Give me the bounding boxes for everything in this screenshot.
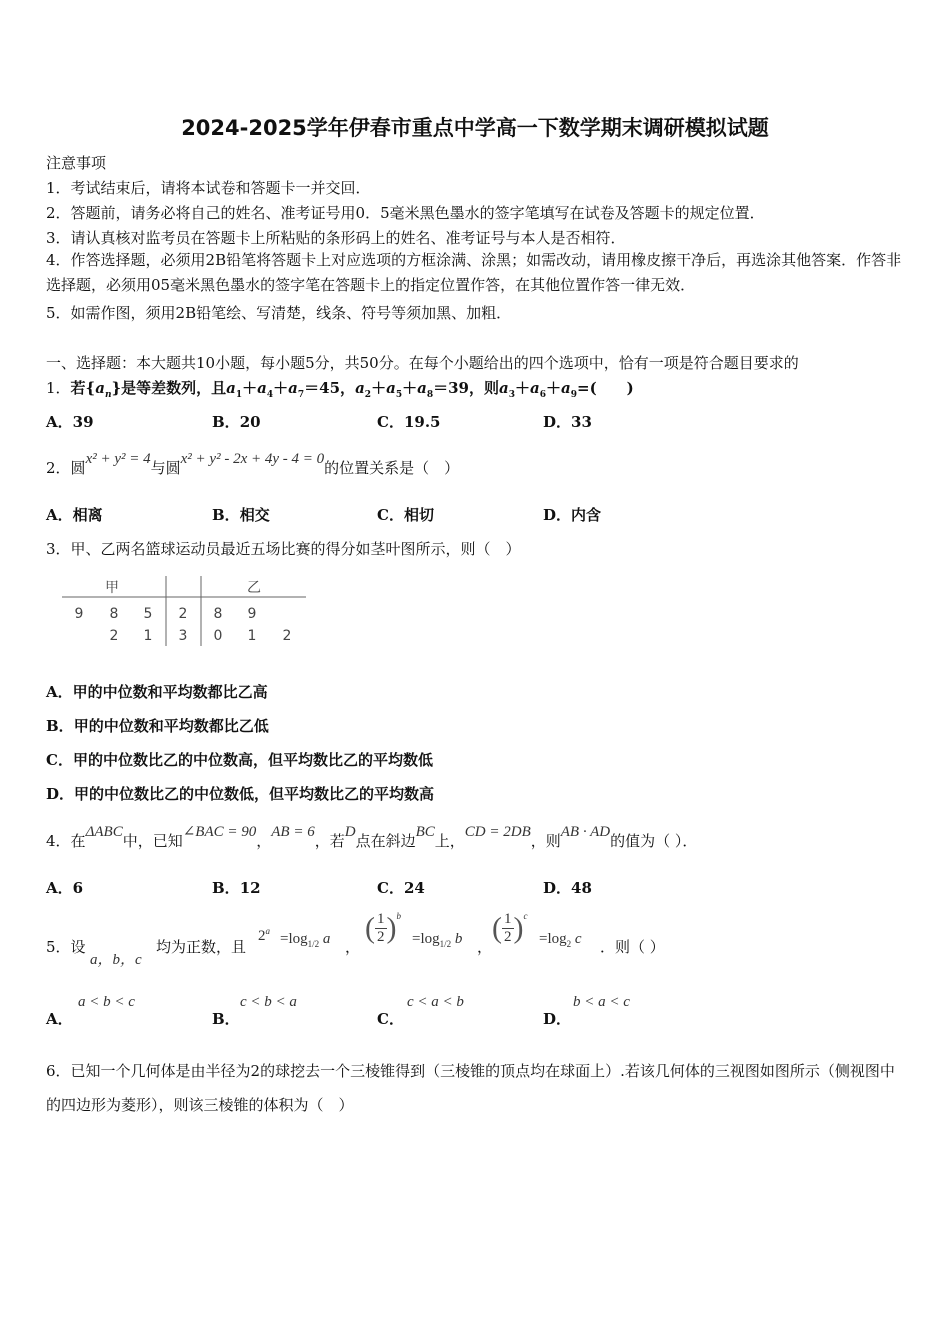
notice-item-3: 3．请认真核对监考员在答题卡上所粘贴的条形码上的姓名、准考证号与本人是否相符． [46,229,626,247]
q2-option-d[interactable]: D．内含 [543,506,602,524]
question-1: 1．若$\{a_n\}$是等差数列，且$a_1+a_4+a_7=45$，$a_2+a_5+a_8=39$，则$a_3+a_6+a_9=$( ) [46,379,634,400]
section-heading: 一、选择题：本大题共10小题，每小题5分，共50分。在每个小题给出的四个选项中，恰有一项是符合题目要求的 [46,354,799,372]
q3-option-b[interactable]: B．甲的中位数和平均数都比乙低 [46,717,269,735]
leaf: 5 [143,606,153,622]
q4-option-c[interactable]: C．24 [377,879,425,897]
q2-option-b[interactable]: B．相交 [212,506,270,524]
q5-option-a[interactable]: A． [46,1010,73,1028]
question-number: 3． [46,540,71,558]
notice-heading: 注意事项 [46,154,107,172]
q5-log-2: $=\log_{1/2}$ b [412,931,463,949]
leaf: 9 [247,606,257,622]
q5-option-d[interactable]: D． [543,1010,572,1028]
q3-option-d[interactable]: D．甲的中位数比乙的中位数低，但平均数比乙的平均数高 [46,785,435,803]
q2-option-a[interactable]: A．相离 [46,506,103,524]
q4-option-d[interactable]: D．48 [543,879,592,897]
question-number: 1． [46,379,71,397]
q2-option-c[interactable]: C．相切 [377,506,434,524]
question-3: 3．甲、乙两名篮球运动员最近五场比赛的得分如茎叶图所示，则（ ） [46,540,521,558]
leaf: 9 [74,606,84,622]
leaf: 2 [109,628,119,644]
notice-item-5: 5．如需作图，须用2B铅笔绘、写清楚，线条、符号等须加黑、加粗． [46,304,512,322]
leaf: 8 [213,606,223,622]
stem: 2 [178,606,188,622]
question-number: 2． [46,459,71,477]
leaf: 2 [282,628,292,644]
question-number: 6． [46,1062,71,1080]
notice-item-1: 1．考试结束后，请将本试卷和答题卡一并交回． [46,179,371,197]
q5-option-c[interactable]: C． [377,1010,404,1028]
leaf: 0 [213,628,223,644]
q4-option-b[interactable]: B．12 [212,879,261,897]
question-6: 6．已知一个几何体是由半径为2的球挖去一个三棱锥得到（三棱锥的顶点均在球面上）.若该几何体的三视图如图所示（侧视图中的四边形为菱形），则该三棱锥的体积为（ ） [46,1062,895,1114]
q4-option-a[interactable]: A．6 [46,879,84,897]
leaf: 1 [143,628,153,644]
notice-item-4: 4．作答选择题，必须用2B铅笔将答题卡上对应选项的方框涂满、涂黑；如需改动，请用橡皮擦干净后，再选涂其他答案．作答非选择题，必须用05毫米黑色墨水的签字笔在答题卡上的指定位置作答，在其他位置作答一律无效． [46,251,902,294]
question-2: 2．圆x² + y² = 4与圆x² + y² - 2x + 4y - 4 = 0的位置关系是（ ） [46,451,460,477]
notice-item-2: 2．答题前，请务必将自己的姓名、准考证号用0．5毫米黑色墨水的签字笔填写在试卷及答题卡的规定位置． [46,204,765,222]
circle-equation-2: x² + y² - 2x + 4y - 4 = 0 [180,451,325,467]
q5-variables: a，b，c [90,952,142,968]
q5-log-3: $=\log_2$ c [539,931,582,949]
leaf: 8 [109,606,119,622]
question-number: 5． [46,938,71,956]
left-header: 甲 [105,580,119,596]
exam-page: 2024-2025学年伊春市重点中学高一下数学期末调研模拟试题 注意事项 1．考试结束后，请将本试卷和答题卡一并交回． 2．答题前，请务必将自己的姓名、准考证号用0．5毫米黑色墨水的签字笔填写在试卷及答题卡的规定位置． 3．请认真核对监考员在答题卡上所粘贴的条形码上的姓名、准考证号与本人是否相符． 4．作答选择题，必须用2B铅笔将答题卡上对应选项的方框涂满、涂黑；如需改动，请用橡皮擦干净后，再选涂其他答案．作答非选择题，必须用05毫米黑色墨水的签字笔在答题卡上的指定位置作答，在其他位置作答一律无效． 5．如需作图，须用2B铅笔绘、写清楚，线条、符号等须加黑、加粗． 一、选择题：本大题共10小题，每小题5分，共50分。在每个小题给出的四个选项中，恰有一项是符合题目要求的 1．若$\{a_n\}$是等差数列，且$a_1+a_4+a_7=45$，$a_2+a_5+a_8=39$，则$a_3+a_6+a_9=$( ) A．39 B．20 C．19.5 D．33 2．圆x² + y² = 4与圆x² + y² - 2x + 4y - 4 = 0的位置关系是（ ） A．相离 B．相交 C．相切 D．内含 3．甲、乙两名篮球运动员最近五场比赛的得分如茎叶图所示，则（ ） 甲 乙 9 8 5 2 8 9 2 1 3 0 1 2 A．甲的中位数和平均数都比乙高 B．甲的中位数和平均数都比乙低 C．甲的中位数比乙的中位数高，但平均数比乙的平均数低 D．甲的中位数比乙的中位数低，但平均数比乙的平均数高 4．在ΔABC中，已知∠BAC = 90，AB = 6，若D点在斜边BC上，CD = 2DB，则AB · AD的值为（ ）． A．6 B．12 C．24 D．48 5．设 a，b，c 均为正数，且 2$^a$ $=\log_{1/2}$ a ， ( $\frac{1}{2}$ )$^b$ $=\log_{1/2}$ b ， ( $\frac{1}{2}$ )$^c$ $=\log_2$ c ．则（ ） A． a < b < c B． c < b < a C． c < a < b D． b < a < c 6．已知一个几何体是由半径为2的球挖去一个三棱锥得到（三棱锥的顶点均在球面上）.若该几何体的三视图如图所示（侧视图中的四边形为菱形），则该三棱锥的体积为（ ） [0,0,950,1344]
q5-option-b[interactable]: B． [212,1010,240,1028]
leaf: 1 [247,628,257,644]
question-5: 5．设 [46,938,86,956]
q3-option-c[interactable]: C．甲的中位数比乙的中位数高，但平均数比乙的平均数低 [46,751,433,769]
question-4: 4．在ΔABC中，已知∠BAC = 90，AB = 6，若D点在斜边BC上，CD = 2DB，则AB · AD的值为（ ）． [46,824,698,850]
stem: 3 [178,628,188,644]
circle-equation-1: x² + y² = 4 [85,451,151,467]
q5-expr-3: ( $\frac{1}{2}$ )$^c$ [492,911,528,945]
right-header: 乙 [247,580,261,596]
q5-expr-1: 2$^a$ [258,926,270,944]
q5-expr-2: ( $\frac{1}{2}$ )$^b$ [365,911,401,945]
page-title: 2024-2025学年伊春市重点中学高一下数学期末调研模拟试题 [181,116,769,140]
q1-option-c[interactable]: C．19.5 [377,413,441,431]
q1-option-d[interactable]: D．33 [543,413,592,431]
q5-condition: 均为正数，且 [156,938,247,956]
q3-option-a[interactable]: A．甲的中位数和平均数都比乙高 [46,683,268,701]
question-number: 4． [46,832,71,850]
q5-log-1: $=\log_{1/2}$ a [280,931,331,949]
q1-option-b[interactable]: B．20 [212,413,261,431]
stem-leaf-plot [56,570,316,650]
q1-option-a[interactable]: A．39 [46,413,94,431]
